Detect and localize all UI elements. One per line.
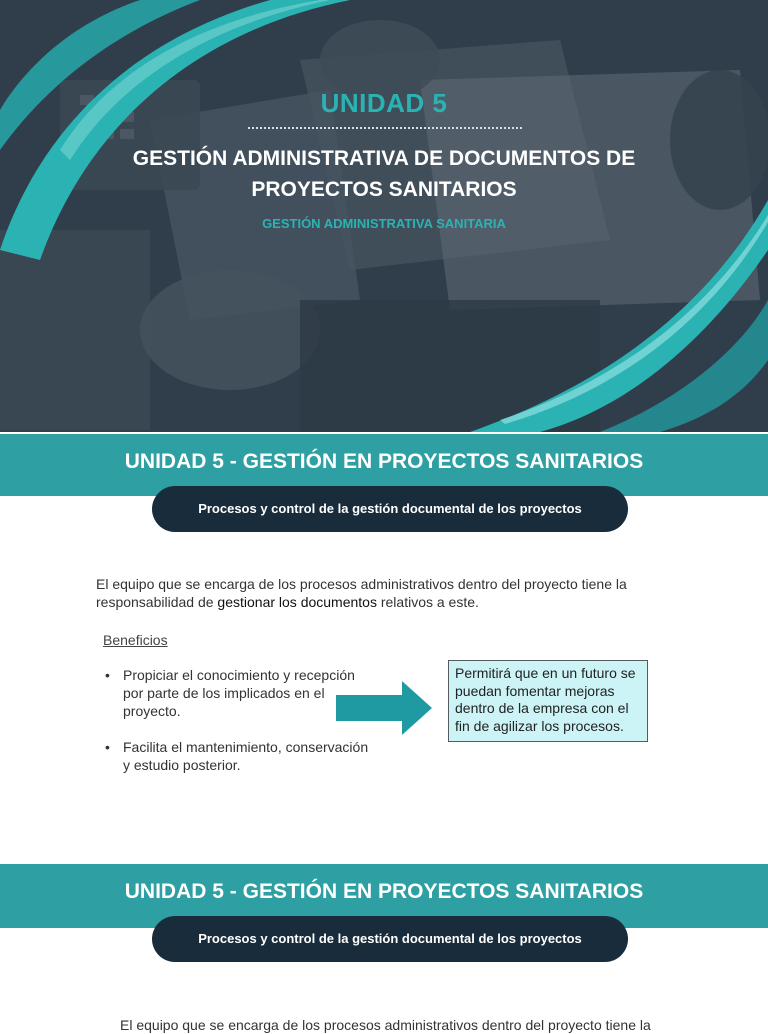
cover-unit-title: UNIDAD 5 <box>320 88 448 118</box>
section-pill-label: Procesos y control de la gestión documental de los proyectos <box>198 931 582 946</box>
benefit-text: Facilita el mantenimiento, conservación y estudio posterior. <box>123 739 369 773</box>
list-item <box>105 666 375 720</box>
intro-emphasis: gestionar los documentos <box>217 594 377 610</box>
section-pill-label: Procesos y control de la gestión documental de los proyectos <box>198 501 582 516</box>
cover-heading: GESTIÓN ADMINISTRATIVA DE DOCUMENTOS DE PROYECTOS SANITARIOS <box>132 147 636 201</box>
intro-paragraph-cut: El equipo que se encarga de los procesos administrativos dentro del proyecto tiene la <box>120 1017 651 1033</box>
section-pill <box>152 486 628 532</box>
cover-subtitle: GESTIÓN ADMINISTRATIVA SANITARIA <box>262 216 506 231</box>
intro-text-end: relativos a este. <box>376 594 479 610</box>
slide-header-title: UNIDAD 5 - GESTIÓN EN PROYECTOS SANITARIOS <box>124 450 644 473</box>
cover-slide <box>0 0 768 432</box>
section-pill <box>152 916 628 962</box>
benefits-list <box>105 666 375 792</box>
benefit-text: Propiciar el conocimiento y recepción por parte de los implicados en el proyecto. <box>123 667 355 719</box>
slide-processes-repeat <box>0 864 768 1033</box>
arrow-right-icon <box>336 681 432 737</box>
intro-paragraph <box>96 575 696 611</box>
slide-header-title: UNIDAD 5 - GESTIÓN EN PROYECTOS SANITARIOS <box>124 880 644 903</box>
intro-text-start: El equipo que se encarga de los procesos administrativos dentro del proyecto tiene la responsabilidad de <box>96 576 627 610</box>
cover-divider <box>248 127 522 129</box>
list-item <box>105 738 375 774</box>
benefits-label: Beneficios <box>103 632 168 648</box>
result-callout: Permitirá que en un futuro se puedan fomentar mejoras dentro de la empresa con el fin de agilizar los procesos. <box>448 660 648 742</box>
slide-processes <box>0 432 768 864</box>
bullet-icon: • <box>105 739 110 755</box>
bullet-icon: • <box>105 667 110 683</box>
